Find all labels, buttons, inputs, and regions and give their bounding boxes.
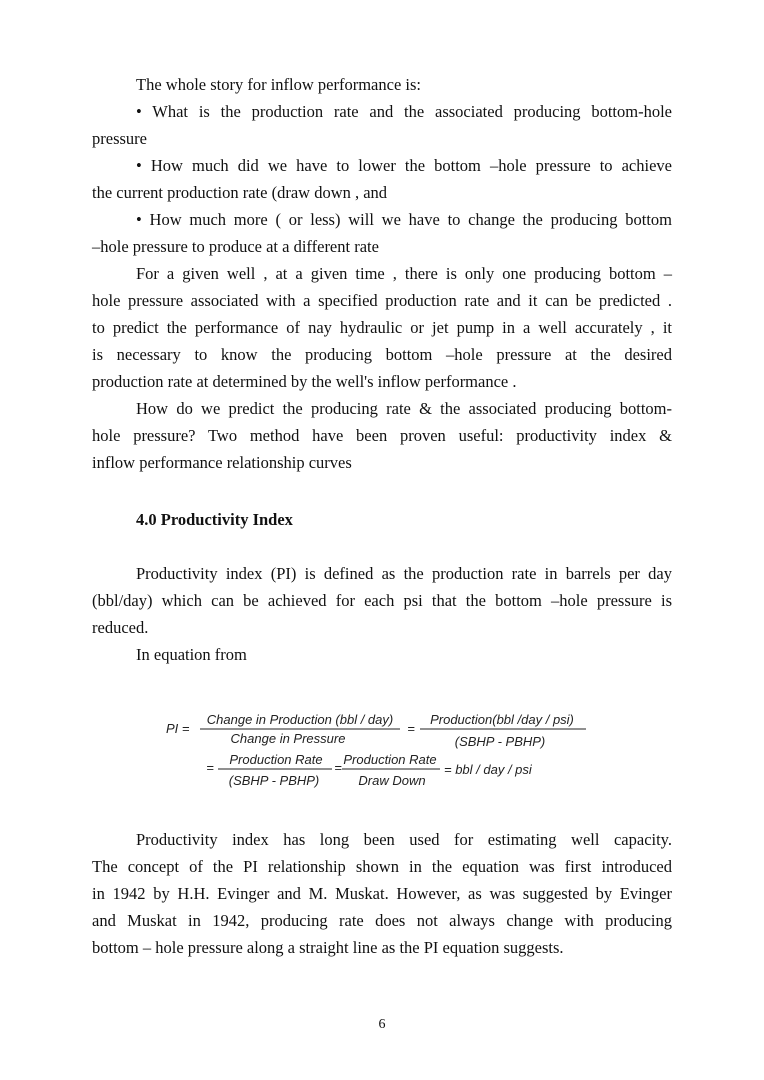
eq-equals-3: = xyxy=(334,760,342,775)
eq-frac4-numerator: Production Rate xyxy=(343,752,437,767)
productivity-index-equation xyxy=(160,708,600,792)
paragraph2-line2: hole pressure? Two method have been proven useful: productivity index & xyxy=(92,426,672,445)
eq-frac1-numerator: Change in Production (bbl / day) xyxy=(206,712,394,727)
paragraph1-line2: hole pressure associated with a specified production rate and it can be predicted . xyxy=(92,291,672,310)
paragraph4-block xyxy=(92,826,672,961)
section-heading-block xyxy=(92,506,672,533)
paragraph3-block xyxy=(92,560,672,668)
eq-frac3-denominator: (SBHP - PBHP) xyxy=(228,773,320,788)
paragraph1-line3: to predict the performance of nay hydraulic or jet pump in a well accurately , it xyxy=(92,318,672,337)
paragraph4-line5: bottom – hole pressure along a straight line as the PI equation suggests. xyxy=(92,938,564,957)
paragraph4-line4: and Muskat in 1942, producing rate does not always change with producing xyxy=(92,911,672,930)
paragraph3-line2: (bbl/day) which can be achieved for each psi that the bottom –hole pressure is xyxy=(92,591,672,610)
paragraph1-line4: is necessary to know the producing bottom –hole pressure at the desired xyxy=(92,345,672,364)
eq-equals-2: = xyxy=(206,760,214,775)
paragraph4-line3: in 1942 by H.H. Evinger and M. Muskat. However, as was suggested by Evinger xyxy=(92,884,672,903)
paragraph1-line1: For a given well , at a given time , there is only one producing bottom – xyxy=(136,264,672,283)
paragraph4-line1: Productivity index has long been used for estimating well capacity. xyxy=(136,830,672,849)
bullet-item-3-line1: • How much more ( or less) will we have to change the producing bottom xyxy=(136,210,672,229)
intro-line: The whole story for inflow performance is: xyxy=(136,75,421,94)
eq-lhs: PI = xyxy=(166,721,190,736)
bullet-item-1-line1: • What is the production rate and the associated producing bottom-hole xyxy=(136,102,672,121)
bullet-item-3-line2: –hole pressure to produce at a different rate xyxy=(92,237,379,256)
bullet-item-2-line2: the current production rate (draw down , and xyxy=(92,183,388,202)
paragraph2-line3: inflow performance relationship curves xyxy=(92,453,352,472)
paragraph4-line2: The concept of the PI relationship shown in the equation was first introduced xyxy=(92,857,672,876)
eq-result: = bbl / day / psi xyxy=(444,762,532,777)
equation-intro: In equation from xyxy=(136,645,247,664)
eq-frac4-denominator: Draw Down xyxy=(358,773,426,788)
paragraph3-line3: reduced. xyxy=(92,618,149,637)
bullet-item-1-line2: pressure xyxy=(92,129,147,148)
paragraph1-line5: production rate at determined by the well's inflow performance . xyxy=(92,372,517,391)
paragraph2-line1: How do we predict the producing rate & the associated producing bottom- xyxy=(136,399,672,418)
intro-section xyxy=(92,71,672,476)
eq-frac1-denominator: Change in Pressure xyxy=(230,731,346,746)
paragraph3-line1: Productivity index (PI) is defined as the production rate in barrels per day xyxy=(136,564,672,583)
eq-frac2-denominator: (SBHP - PBHP) xyxy=(454,734,546,749)
bullet-item-2-line1: • How much did we have to lower the bottom –hole pressure to achieve xyxy=(136,156,672,175)
page-number: 6 xyxy=(378,1017,386,1032)
eq-frac3-numerator: Production Rate xyxy=(229,752,323,767)
eq-frac2-numerator: Production(bbl /day / psi) xyxy=(430,712,574,727)
section-heading: 4.0 Productivity Index xyxy=(136,510,293,529)
eq-equals-1: = xyxy=(407,721,415,736)
